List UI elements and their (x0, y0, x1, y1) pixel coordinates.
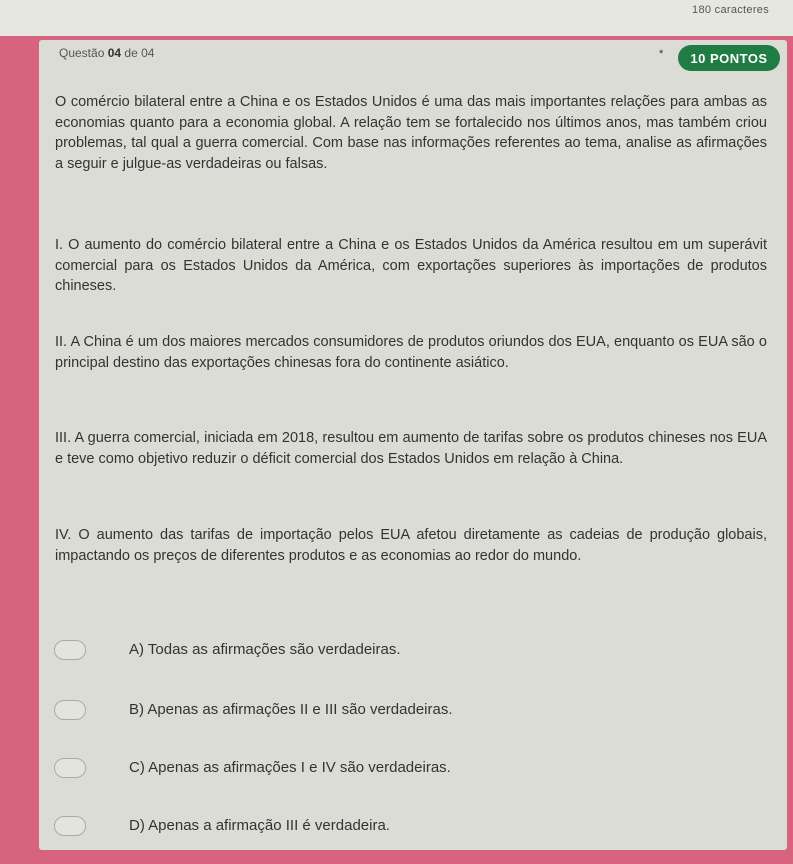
question-number: 04 (107, 46, 122, 60)
required-marker: * (659, 48, 664, 60)
question-card (39, 40, 787, 850)
statement-i: I. O aumento do comércio bilateral entre a China e os Estados Unidos da América resultou em um superávit comercial para os Estados Unidos da América, com exportações superiores às importações de produtos chineses. (55, 237, 767, 294)
option-a[interactable] (54, 638, 754, 664)
statement-iv: IV. O aumento das tarifas de importação pelos EUA afetou diretamente as cadeias de produção globais, impactando os preços de diferentes produtos e as economias ao redor do mundo. (55, 527, 767, 564)
radio-button-a[interactable] (54, 640, 86, 660)
option-c[interactable] (54, 756, 754, 782)
option-d[interactable] (54, 814, 754, 840)
radio-button-b[interactable] (54, 700, 86, 720)
character-counter: 180 caracteres (692, 4, 769, 16)
radio-button-d[interactable] (54, 816, 86, 836)
option-b[interactable] (54, 698, 754, 724)
option-c-label: C) Apenas as afirmações I e IV são verdadeiras. (129, 759, 451, 776)
option-d-label: D) Apenas a afirmação III é verdadeira. (129, 817, 390, 834)
question-total: de 04 (124, 46, 155, 60)
radio-button-c[interactable] (54, 758, 86, 778)
question-header (59, 46, 154, 60)
question-intro: O comércio bilateral entre a China e os Estados Unidos é uma das mais importantes relações para ambas as economias quanto para a economia global. A relação tem se fortalecido nos últimos anos, mas também criou problemas, tal qual a guerra comercial. Com base nas informações referentes ao tema, analise as afirmações a seguir e julgue-as verdadeiras ou falsas. (55, 94, 767, 172)
statement-ii: II. A China é um dos maiores mercados consumidores de produtos oriundos dos EUA, enquanto os EUA são o principal destino das exportações chinesas fora do continente asiático. (55, 334, 767, 371)
option-a-label: A) Todas as afirmações são verdadeiras. (129, 641, 401, 658)
statement-iii: III. A guerra comercial, iniciada em 2018, resultou em aumento de tarifas sobre os produtos chineses nos EUA e teve como objetivo reduzir o déficit comercial dos Estados Unidos em relação à China. (55, 430, 767, 467)
question-label: Questão (59, 46, 105, 60)
top-strip (0, 0, 793, 36)
points-badge: 10 PONTOS (678, 45, 780, 71)
option-b-label: B) Apenas as afirmações II e III são verdadeiras. (129, 701, 453, 718)
